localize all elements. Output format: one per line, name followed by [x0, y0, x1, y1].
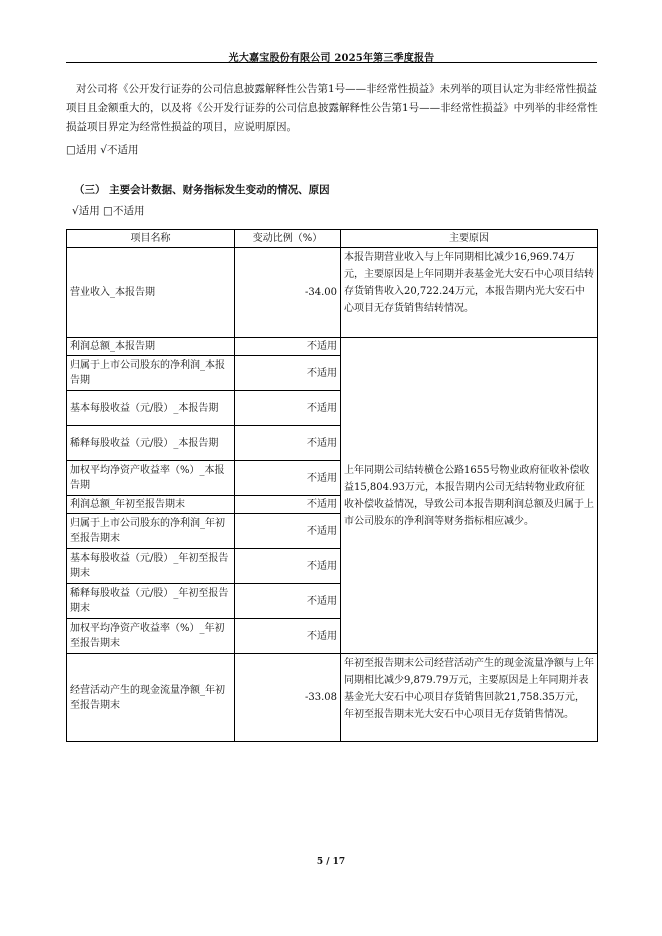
- row-ratio: 不适用: [235, 496, 341, 514]
- row-item: 加权平均净资产收益率（%）_本报告期: [67, 461, 235, 496]
- table-header-row: [67, 230, 598, 248]
- row-ratio: 不适用: [235, 514, 341, 549]
- row-ratio: 不适用: [235, 338, 341, 356]
- row-item: 基本每股收益（元/股）_年初至报告期末: [67, 549, 235, 584]
- row-item: 营业收入_本报告期: [67, 248, 235, 338]
- intro-paragraph: 对公司将《公开发行证券的公司信息披露解释性公告第1号——非经常性损益》未列举的项目认定为非经常性损益项目且金额重大的，以及将《公开发行证券的公司信息披露解释性公告第1号——非经常性损益》中列举的非经常性损益项目界定为经常性损益的项目，应说明原因。: [66, 83, 598, 133]
- header-reason: 主要原因: [341, 230, 598, 248]
- row-ratio: 不适用: [235, 356, 341, 391]
- section-title: （三） 主要会计数据、财务指标发生变动的情况、原因: [74, 184, 330, 196]
- row-item: 经营活动产生的现金流量净额_年初至报告期末: [67, 654, 235, 742]
- header-ratio: 变动比例（%）: [235, 230, 341, 248]
- intro-applicability: □适用 √不适用: [66, 144, 139, 156]
- row-reason: 本报告期营业收入与上年同期相比减少16,969.74万元，主要原因是上年同期并表基金光大安石中心项目结转存货销售收入20,722.24万元，本报告期内光大安石中心项目无存货销售结转情况。: [341, 248, 598, 338]
- row-ratio: 不适用: [235, 549, 341, 584]
- header-divider: [66, 62, 597, 63]
- row-ratio: 不适用: [235, 584, 341, 619]
- report-header: 光大嘉宝股份有限公司 2025年第三季度报告: [228, 53, 435, 64]
- table-row: [67, 654, 598, 742]
- row-ratio: -33.08: [235, 654, 341, 742]
- header-item: 项目名称: [67, 230, 235, 248]
- row-ratio: 不适用: [235, 619, 341, 654]
- row-item: 归属于上市公司股东的净利润_年初至报告期末: [67, 514, 235, 549]
- row-ratio: 不适用: [235, 426, 341, 461]
- row-ratio: 不适用: [235, 461, 341, 496]
- row-ratio: 不适用: [235, 391, 341, 426]
- section-applicability: √适用 □不适用: [72, 205, 145, 217]
- row-item: 加权平均净资产收益率（%）_年初至报告期末: [67, 619, 235, 654]
- table-row: [67, 338, 598, 356]
- row-item: 基本每股收益（元/股）_本报告期: [67, 391, 235, 426]
- row-item: 归属于上市公司股东的净利润_本报告期: [67, 356, 235, 391]
- change-reasons-table: [66, 229, 598, 742]
- row-ratio: -34.00: [235, 248, 341, 338]
- table-row: [67, 248, 598, 338]
- row-item: 稀释每股收益（元/股）_年初至报告期末: [67, 584, 235, 619]
- row-item: 利润总额_本报告期: [67, 338, 235, 356]
- row-item: 稀释每股收益（元/股）_本报告期: [67, 426, 235, 461]
- row-reason: 上年同期公司结转横仓公路1655号物业政府征收补偿收益15,804.93万元，本报告期内公司无结转物业政府征收补偿收益情况，导致公司本报告期利润总额及归属于上市公司股东的净利润等财务指标相应减少。: [341, 338, 598, 654]
- page-number: 5 / 17: [316, 857, 346, 867]
- row-reason: 年初至报告期末公司经营活动产生的现金流量净额与上年同期相比减少9,879.79万元，主要原因是上年同期并表基金光大安石中心项目存货销售回款21,758.35万元，年初至报告期末光大安石中心项目无存货销售情况。: [341, 654, 598, 742]
- row-item: 利润总额_年初至报告期末: [67, 496, 235, 514]
